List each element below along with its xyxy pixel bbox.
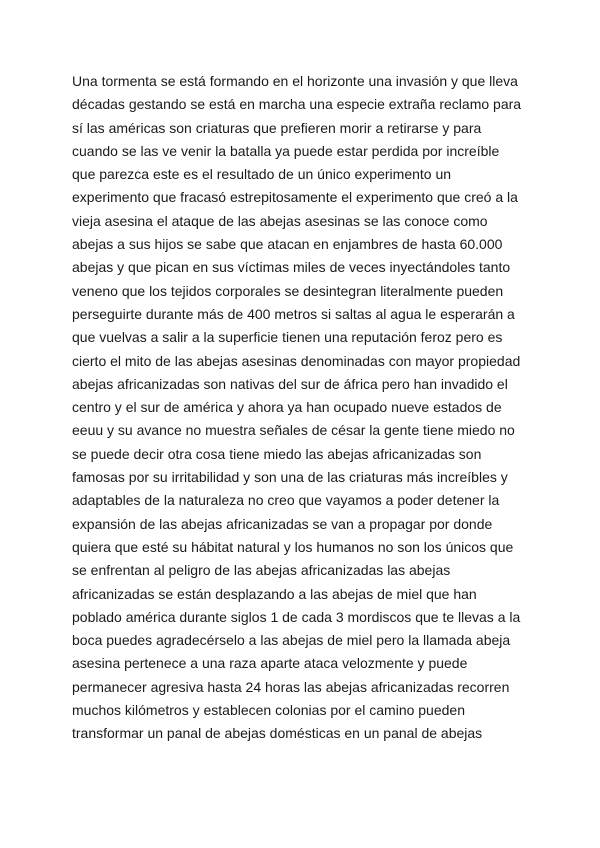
text-line: que parezca este es el resultado de un único experimento un (72, 166, 452, 183)
text-line: centro y el sur de américa y ahora ya han ocupado nueve estados de (72, 399, 502, 416)
text-line: veneno que los tejidos corporales se desintegran literalmente pueden (72, 282, 504, 299)
text-line: se enfrentan al peligro de las abejas africanizadas las abejas (72, 562, 451, 579)
text-line: experimento que fracasó estrepitosamente el experimento que creó a la (72, 189, 518, 206)
text-line: adaptables de la naturaleza no creo que vayamos a poder detener la (72, 492, 500, 509)
body-text (72, 70, 542, 746)
text-line: que vuelvas a salir a la superficie tienen una reputación feroz pero es (72, 329, 503, 346)
text-line: eeuu y su avance no muestra señales de césar la gente tiene miedo no (72, 422, 515, 439)
text-line: africanizadas se están desplazando a las abejas de miel que han (72, 585, 477, 602)
text-line: décadas gestando se está en marcha una especie extraña reclamo para (72, 96, 522, 113)
text-line: Una tormenta se está formando en el horizonte una invasión y que lleva (72, 73, 518, 89)
text-line: permanecer agresiva hasta 24 horas las abejas africanizadas recorren (72, 678, 510, 695)
text-line: vieja asesina el ataque de las abejas asesinas se las conoce como (72, 212, 488, 229)
text-line: expansión de las abejas africanizadas se van a propagar por donde (72, 515, 493, 532)
text-line: transformar un panal de abejas domésticas en un panal de abejas (72, 725, 483, 742)
text-line: poblado américa durante siglos 1 de cada 3 mordiscos que te llevas a la (72, 608, 521, 625)
text-line: abejas y que pican en sus víctimas miles de veces inyectándoles tanto (72, 259, 511, 276)
text-line: se puede decir otra cosa tiene miedo las abejas africanizadas son (72, 445, 482, 462)
text-line: abejas africanizadas son nativas del sur de áfrica pero han invadido el (72, 375, 508, 392)
text-line: asesina pertenece a una raza aparte ataca velozmente y puede (72, 655, 468, 672)
text-line: sí las américas son criaturas que prefieren morir a retirarse y para (72, 119, 482, 136)
text-line: boca puedes agradecérselo a las abejas de miel pero la llamada abeja (72, 632, 511, 649)
text-line: perseguirte durante más de 400 metros si saltas al agua le esperarán a (72, 305, 515, 322)
text-line: famosas por su irritabilidad y son una de las criaturas más increíbles y (72, 469, 508, 486)
text-line: muchos kilómetros y establecen colonias por el camino pueden (72, 702, 465, 719)
text-line: abejas a sus hijos se sabe que atacan en enjambres de hasta 60.000 (72, 236, 503, 253)
text-line: cuando se las ve venir la batalla ya puede estar perdida por increíble (72, 142, 500, 159)
text-line: quiera que esté su hábitat natural y los humanos no son los únicos que (72, 538, 514, 555)
text-line: cierto el mito de las abejas asesinas denominadas con mayor propiedad (72, 352, 521, 369)
